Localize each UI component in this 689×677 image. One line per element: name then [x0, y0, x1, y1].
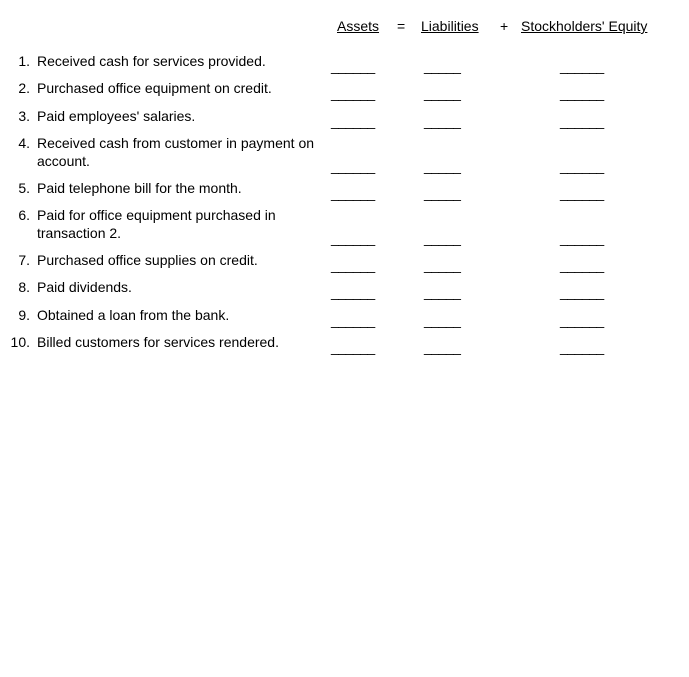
assets-blank[interactable]: ______ [331, 312, 375, 328]
equity-blank[interactable]: ______ [560, 113, 604, 129]
transaction-description: Obtained a loan from the bank. [37, 307, 230, 323]
assets-blank[interactable]: ______ [331, 339, 375, 355]
transaction-description: Paid dividends. [37, 279, 132, 295]
equity-blank[interactable]: ______ [560, 312, 604, 328]
transaction-number: 1. [18, 53, 30, 69]
transaction-row-10 [0, 334, 689, 374]
liabilities-blank[interactable]: _____ [424, 312, 461, 328]
transaction-number: 10. [10, 334, 30, 350]
transaction-number: 3. [18, 108, 30, 124]
assets-blank[interactable]: ______ [331, 284, 375, 300]
liabilities-blank[interactable]: _____ [424, 185, 461, 201]
transaction-number: 9. [18, 307, 30, 323]
equity-blank[interactable]: ______ [560, 257, 604, 273]
transaction-description: Received cash for services provided. [37, 53, 266, 69]
assets-blank[interactable]: ______ [331, 257, 375, 273]
transaction-description: Paid for office equipment purchased in transaction 2. [37, 207, 276, 241]
header-plus-sign: + [500, 18, 509, 34]
assets-blank[interactable]: ______ [331, 58, 375, 74]
equity-blank[interactable]: ______ [560, 85, 604, 101]
assets-blank[interactable]: ______ [331, 185, 375, 201]
equity-blank[interactable]: ______ [560, 185, 604, 201]
transaction-number: 5. [18, 180, 30, 196]
liabilities-blank[interactable]: _____ [424, 339, 461, 355]
liabilities-blank[interactable]: _____ [424, 85, 461, 101]
transaction-number: 8. [18, 279, 30, 295]
transaction-row-4 [0, 135, 689, 175]
header-equals-sign: = [397, 18, 406, 34]
transaction-description: Purchased office supplies on credit. [37, 252, 258, 268]
liabilities-blank[interactable]: _____ [424, 158, 461, 174]
transaction-number: 6. [18, 207, 30, 223]
header-stockholders-equity: Stockholders' Equity [521, 18, 648, 34]
transaction-description: Paid employees' salaries. [37, 108, 196, 124]
liabilities-blank[interactable]: _____ [424, 113, 461, 129]
transaction-description: Purchased office equipment on credit. [37, 80, 272, 96]
liabilities-blank[interactable]: _____ [424, 284, 461, 300]
transaction-number: 2. [18, 80, 30, 96]
transaction-description: Paid telephone bill for the month. [37, 180, 242, 196]
assets-blank[interactable]: ______ [331, 230, 375, 246]
equity-blank[interactable]: ______ [560, 284, 604, 300]
transaction-description: Billed customers for services rendered. [37, 334, 279, 350]
liabilities-blank[interactable]: _____ [424, 257, 461, 273]
header-assets: Assets [337, 18, 380, 34]
assets-blank[interactable]: ______ [331, 158, 375, 174]
header-liabilities: Liabilities [421, 18, 479, 34]
transaction-number: 7. [18, 252, 30, 268]
equity-blank[interactable]: ______ [560, 230, 604, 246]
transaction-row-6 [0, 207, 689, 247]
transaction-description: Received cash from customer in payment on account. [37, 135, 315, 169]
liabilities-blank[interactable]: _____ [424, 58, 461, 74]
transaction-number: 4. [18, 135, 30, 151]
equity-blank[interactable]: ______ [560, 158, 604, 174]
equity-blank[interactable]: ______ [560, 58, 604, 74]
assets-blank[interactable]: ______ [331, 113, 375, 129]
equity-blank[interactable]: ______ [560, 339, 604, 355]
assets-blank[interactable]: ______ [331, 85, 375, 101]
liabilities-blank[interactable]: _____ [424, 230, 461, 246]
